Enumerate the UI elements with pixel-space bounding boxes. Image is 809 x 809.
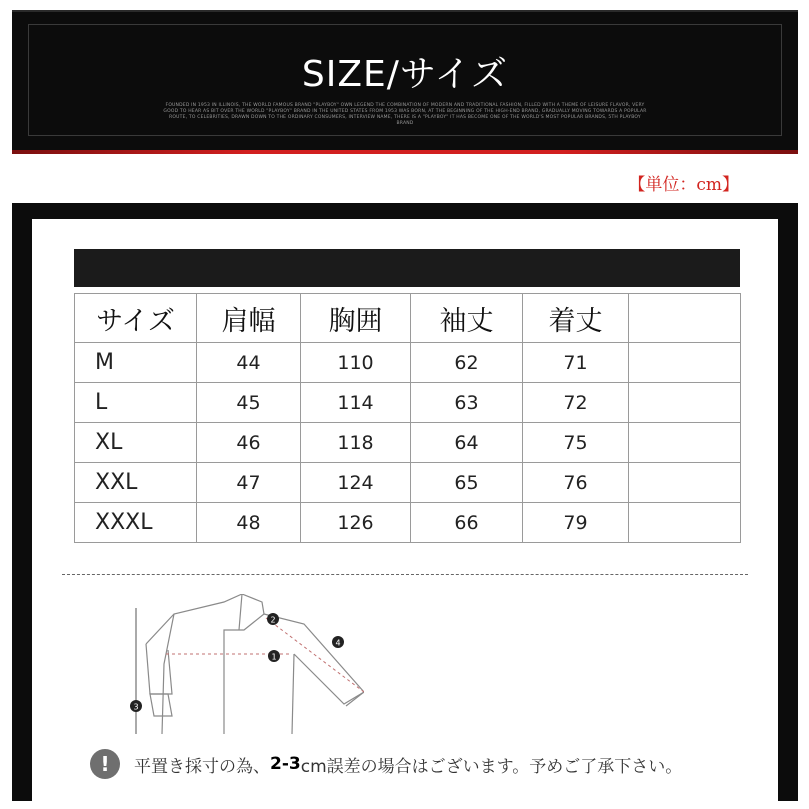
cell-empty	[629, 343, 741, 383]
cell-shoulder: 45	[197, 383, 301, 423]
cell-empty	[629, 383, 741, 423]
shirt-measurement-diagram	[124, 594, 364, 734]
cell-size: XXXL	[75, 503, 197, 543]
cell-chest: 124	[301, 463, 411, 503]
cell-sleeve: 65	[411, 463, 523, 503]
table-row	[75, 503, 741, 543]
header-banner	[12, 10, 798, 150]
header-shoulder: 肩幅	[197, 294, 301, 343]
table-row	[75, 423, 741, 463]
cell-sleeve: 63	[411, 383, 523, 423]
cell-empty	[629, 423, 741, 463]
cell-size: L	[75, 383, 197, 423]
table-row	[75, 343, 741, 383]
header-sleeve: 袖丈	[411, 294, 523, 343]
header-empty	[629, 294, 741, 343]
marker-group	[130, 613, 344, 712]
cell-size: XL	[75, 423, 197, 463]
table-header-row	[75, 294, 741, 343]
cell-length: 79	[523, 503, 629, 543]
marker-3: 3	[133, 702, 139, 712]
marker-1: 1	[271, 652, 277, 662]
cell-sleeve: 66	[411, 503, 523, 543]
cell-chest: 126	[301, 503, 411, 543]
banner-title: SIZE/サイズ	[301, 54, 509, 95]
header-length: 着丈	[523, 294, 629, 343]
banner-fine-print: FOUNDED IN 1953 IN ILLINOIS, THE WORLD FAMOUS BRAND "PLAYBOY" OWN LEGEND THE COMBINATION OF MODERN AND TRADITIONAL FASHION, FILLED WITH A THEME OF LEISURE FLAVOR, VERY GOOD TO HEAR AS BIT OVER THE WORLD "PLAYBOY" BRAND IN THE UNITED STATES FROM 1953 WAS BORN, AT THE BEGINNING OF THE HIGH-END BRAND, GRADUALLY MOVING TOWARDS A POPULAR ROUTE, TO CELEBRITIES, DRAWN DOWN TO THE ORDINARY CONSUMERS, INTERVIEW NAME, THERE IS A "PLAYBOY" IT HAS BECOME ONE OF THE WORLD'S MOST POPULAR BRANDS, 5TH PLAYBOY BRAND	[163, 103, 647, 126]
marker-4: 4	[335, 638, 341, 648]
size-chart-panel	[32, 219, 778, 809]
measurement-note	[90, 749, 682, 779]
note-text-before: 平置き採寸の為、	[134, 756, 270, 777]
cell-chest: 110	[301, 343, 411, 383]
unit-label: 【単位：cm】	[628, 175, 739, 195]
cell-chest: 118	[301, 423, 411, 463]
cell-size: XXL	[75, 463, 197, 503]
cell-chest: 114	[301, 383, 411, 423]
table-header-bar	[74, 249, 740, 287]
size-table	[74, 293, 741, 543]
exclamation-icon: !	[90, 749, 120, 779]
cell-shoulder: 44	[197, 343, 301, 383]
table-row	[75, 383, 741, 423]
cell-length: 72	[523, 383, 629, 423]
cell-length: 71	[523, 343, 629, 383]
note-text-bold: 2-3	[270, 754, 301, 774]
cell-empty	[629, 463, 741, 503]
size-chart-frame	[12, 203, 798, 801]
cell-shoulder: 48	[197, 503, 301, 543]
note-text-after: cm誤差の場合はございます。予めご了承下さい。	[300, 756, 683, 777]
marker-2: 2	[270, 615, 276, 625]
header-chest: 胸囲	[301, 294, 411, 343]
cell-sleeve: 64	[411, 423, 523, 463]
dashed-divider	[62, 574, 748, 575]
cell-size: M	[75, 343, 197, 383]
header-size: サイズ	[75, 294, 197, 343]
cell-shoulder: 46	[197, 423, 301, 463]
cell-length: 75	[523, 423, 629, 463]
cell-shoulder: 47	[197, 463, 301, 503]
cell-length: 76	[523, 463, 629, 503]
cell-empty	[629, 503, 741, 543]
table-row	[75, 463, 741, 503]
cell-sleeve: 62	[411, 343, 523, 383]
